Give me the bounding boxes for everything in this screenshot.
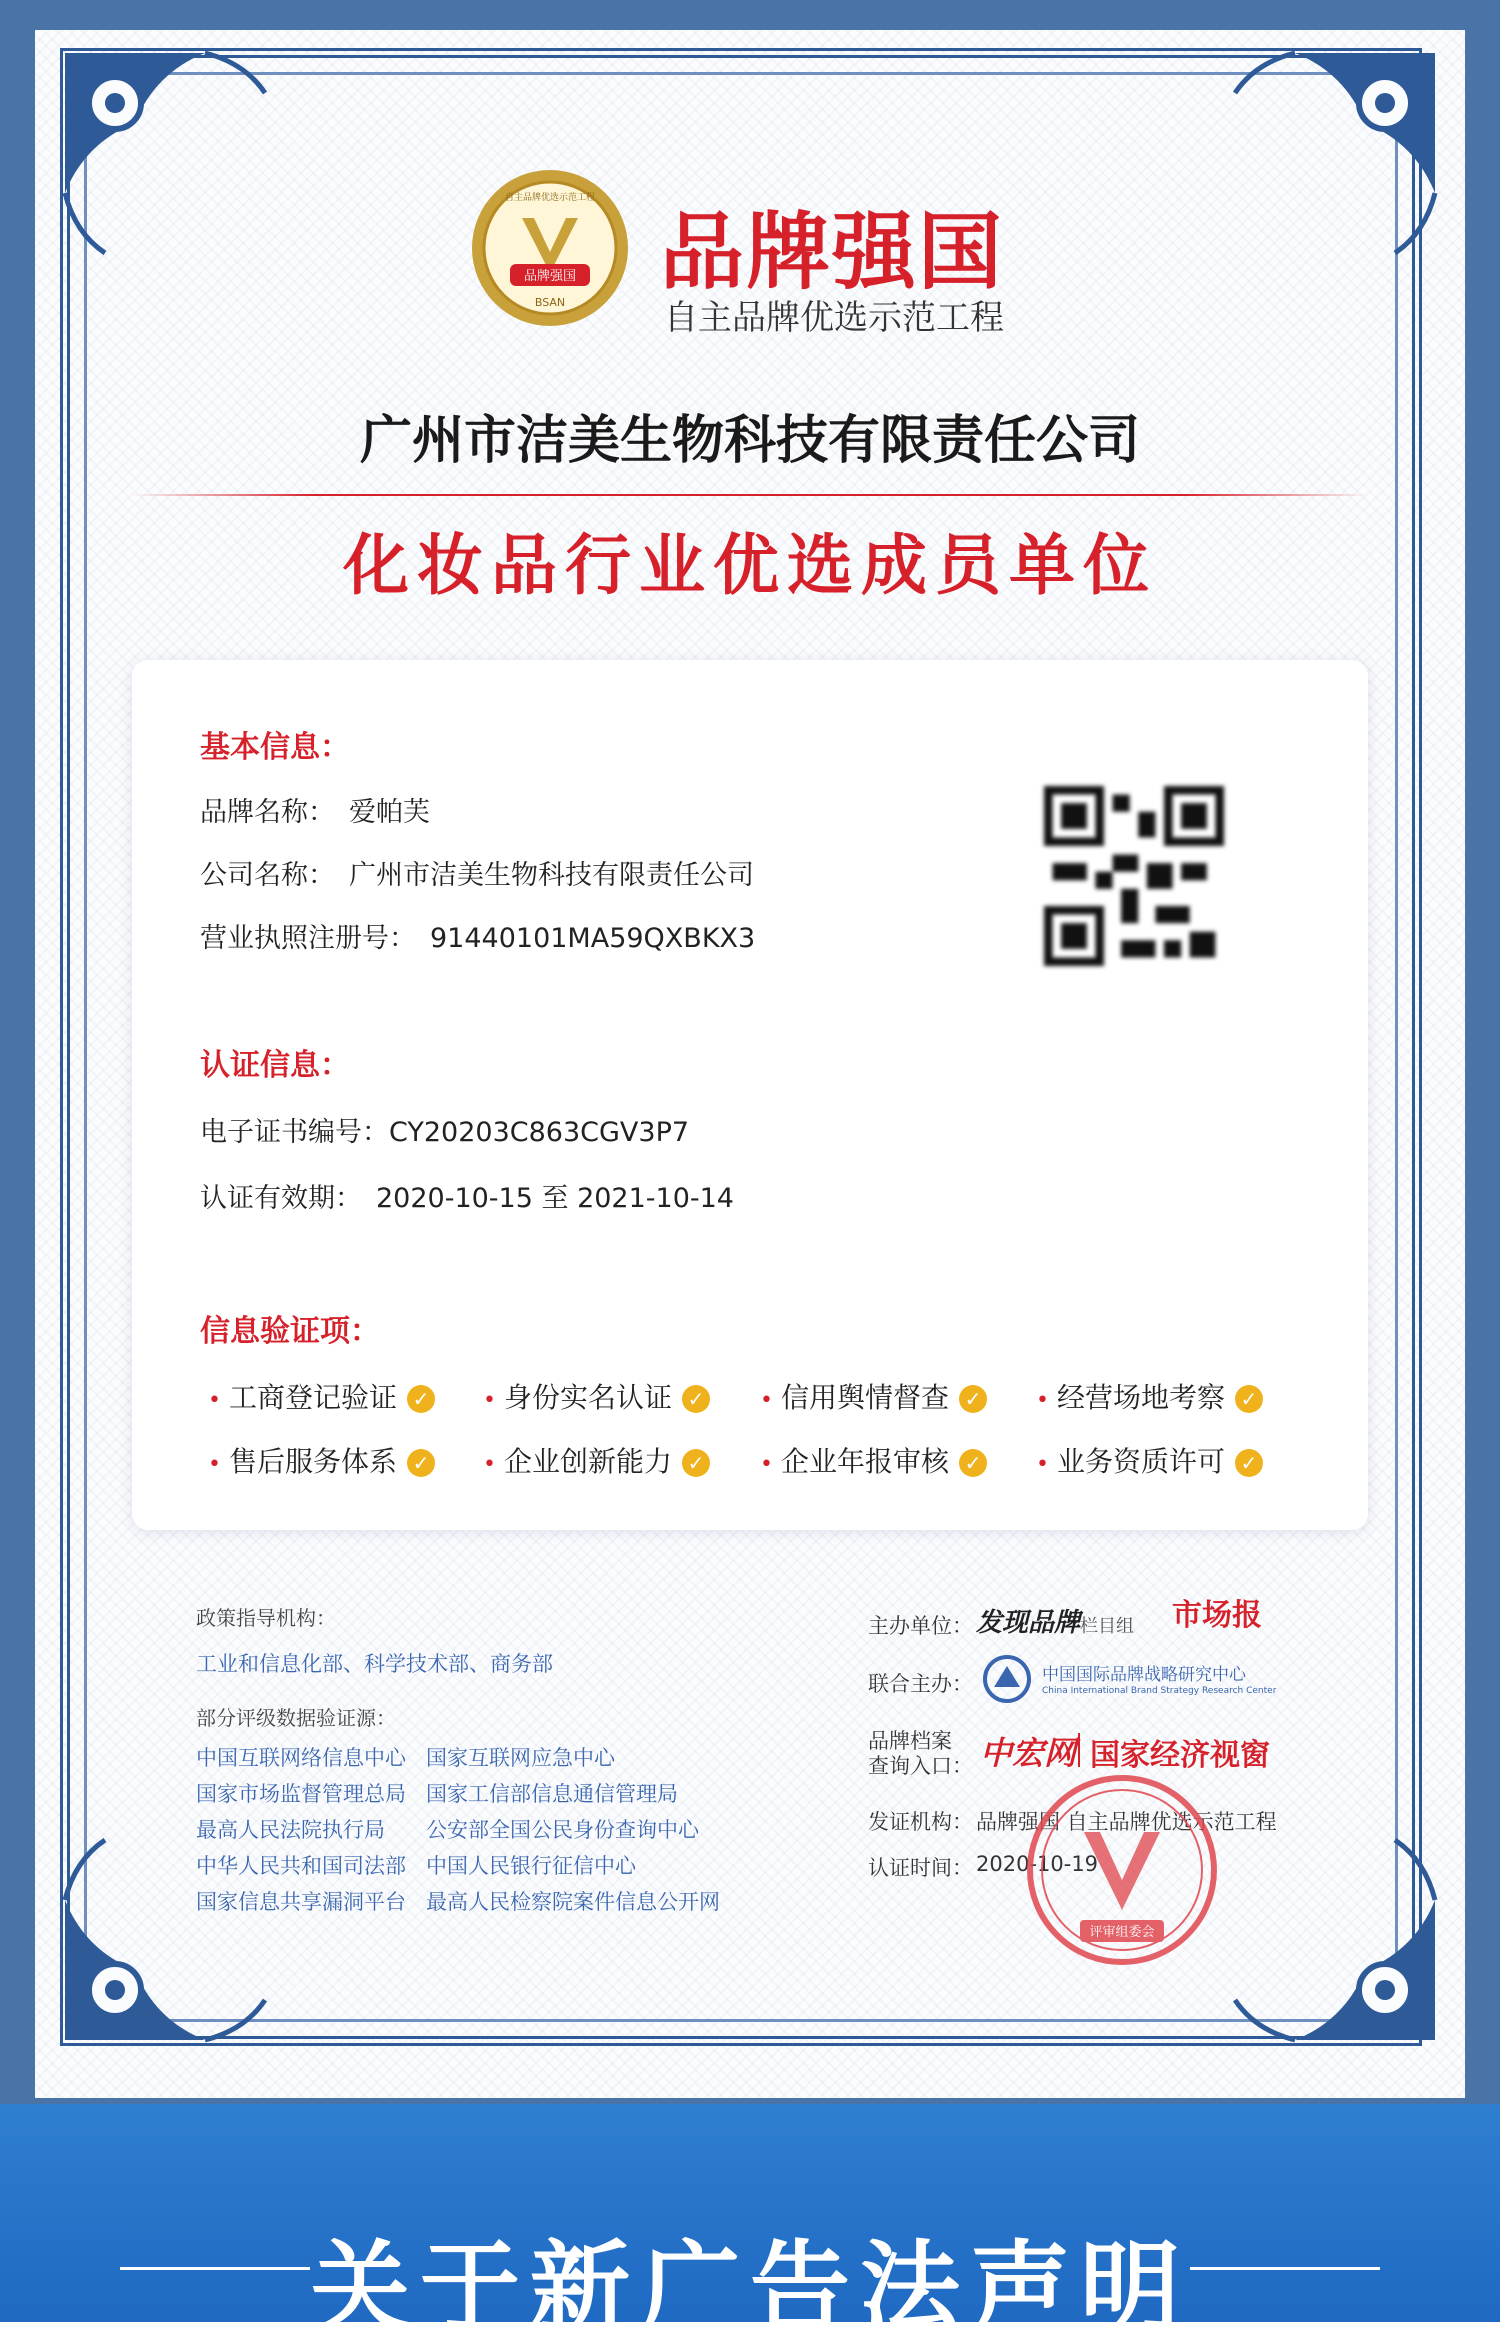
cert-number-row: [200, 1110, 689, 1149]
source-item: 国家信息共享漏洞平台: [196, 1890, 406, 1914]
cert-number-label: 电子证书编号：: [200, 1117, 389, 1148]
verify-item: • 身份实名认证 ✓: [483, 1376, 710, 1416]
source-item: 最高人民检察院案件信息公开网: [426, 1890, 720, 1914]
policy-value: 工业和信息化部、科学技术部、商务部: [196, 1652, 553, 1676]
archive-separator: [1078, 1733, 1080, 1767]
source-item: 国家工信部信息通信管理局: [426, 1782, 678, 1806]
check-icon: ✓: [682, 1385, 710, 1413]
company-name-label: 公司名称：: [200, 860, 335, 891]
license-row: [200, 916, 755, 955]
verify-item: • 经营场地考察 ✓: [1036, 1376, 1263, 1416]
seal-arc-text: 自主品牌优选示范工程: [504, 193, 596, 203]
cert-validity-label: 认证有效期：: [200, 1183, 362, 1214]
policy-label: 政策指导机构：: [196, 1606, 336, 1630]
company-name-row: [200, 853, 754, 892]
license-value: 91440101MA59QXBKX3: [430, 923, 756, 954]
source-item: 国家市场监督管理总局: [196, 1782, 406, 1806]
footer-title: 关于新广告法声明: [310, 2230, 1190, 2347]
verify-title: 信息验证项：: [200, 1314, 380, 1349]
cohost-name: 中国国际品牌战略研究中心: [1042, 1665, 1246, 1685]
brand-seal-logo: [470, 168, 630, 328]
verify-item: • 企业年报审核 ✓: [760, 1440, 987, 1480]
source-item: 最高人民法院执行局: [196, 1818, 385, 1842]
verify-item: • 工商登记验证 ✓: [208, 1376, 435, 1416]
verify-item: • 售后服务体系 ✓: [208, 1440, 435, 1480]
source-item: 中华人民共和国司法部: [196, 1854, 406, 1878]
cert-validity-value: 2020-10-15 至 2021-10-14: [376, 1183, 734, 1214]
check-icon: ✓: [1235, 1449, 1263, 1477]
brand-name-row: [200, 790, 430, 829]
brand-name-label: 品牌名称：: [200, 797, 335, 828]
host-logo-2: 市场报: [1172, 1598, 1262, 1633]
source-item: 国家互联网应急中心: [426, 1746, 615, 1770]
license-label: 营业执照注册号：: [200, 923, 416, 954]
time-label: 认证时间：: [868, 1856, 973, 1880]
certificate-title: 化妆品行业优选成员单位: [343, 527, 1157, 604]
divider: [130, 494, 1370, 496]
source-item: 中国人民银行征信中心: [426, 1854, 636, 1878]
cohost-label: 联合主办：: [868, 1672, 973, 1696]
company-name-value: 广州市洁美生物科技有限责任公司: [349, 860, 754, 891]
archive-logo-1[interactable]: 中宏网: [980, 1734, 1077, 1772]
corner-ornament-icon: [1215, 1820, 1445, 2050]
archive-label-line1: 品牌档案: [868, 1729, 952, 1753]
host-suffix: 栏目组: [1080, 1616, 1134, 1637]
verify-item: • 信用舆情督查 ✓: [760, 1376, 987, 1416]
cert-number-value: CY20203C863CGV3P7: [389, 1117, 690, 1148]
archive-logo-2[interactable]: 国家经济视窗: [1090, 1738, 1270, 1773]
check-icon: ✓: [959, 1449, 987, 1477]
company-name-heading: 广州市洁美生物科技有限责任公司: [359, 411, 1140, 471]
cohost-logo-icon: [982, 1654, 1032, 1704]
brand-subtitle: 自主品牌优选示范工程: [664, 298, 1004, 338]
brand-name-value: 爱帕芙: [349, 797, 430, 828]
issuer-label: 发证机构：: [868, 1810, 973, 1834]
check-icon: ✓: [407, 1385, 435, 1413]
source-item: 中国互联网络信息中心: [196, 1746, 406, 1770]
source-item: 公安部全国公民身份查询中心: [426, 1818, 699, 1842]
host-logo-1: 发现品牌: [976, 1608, 1081, 1638]
check-icon: ✓: [959, 1385, 987, 1413]
official-stamp: [1022, 1770, 1222, 1970]
verify-item: • 业务资质许可 ✓: [1036, 1440, 1263, 1480]
sources-label: 部分评级数据验证源：: [196, 1706, 396, 1730]
cert-validity-row: [200, 1176, 734, 1215]
stamp-text: 评审组委会: [1089, 1925, 1155, 1940]
cohost-english: China International Brand Strategy Research Center: [1042, 1686, 1277, 1696]
archive-label-line2: 查询入口：: [868, 1754, 973, 1778]
check-icon: ✓: [1235, 1385, 1263, 1413]
seal-title: 品牌强国: [523, 269, 577, 284]
corner-ornament-icon: [1215, 43, 1445, 273]
basic-info-title: 基本信息：: [200, 730, 350, 765]
seal-bottom-text: BSAN: [534, 296, 566, 309]
issuer-value: 品牌强国 自主品牌优选示范工程: [976, 1810, 1277, 1834]
brand-title: 品牌强国: [660, 203, 1005, 301]
cert-info-title: 认证信息：: [200, 1048, 350, 1083]
host-label: 主办单位：: [868, 1614, 973, 1638]
verify-item: • 企业创新能力 ✓: [483, 1440, 710, 1480]
check-icon: ✓: [682, 1449, 710, 1477]
time-value: 2020-10-19: [976, 1852, 1099, 1876]
check-icon: ✓: [407, 1449, 435, 1477]
qr-code-icon[interactable]: [1044, 786, 1224, 966]
corner-ornament-icon: [55, 43, 285, 273]
